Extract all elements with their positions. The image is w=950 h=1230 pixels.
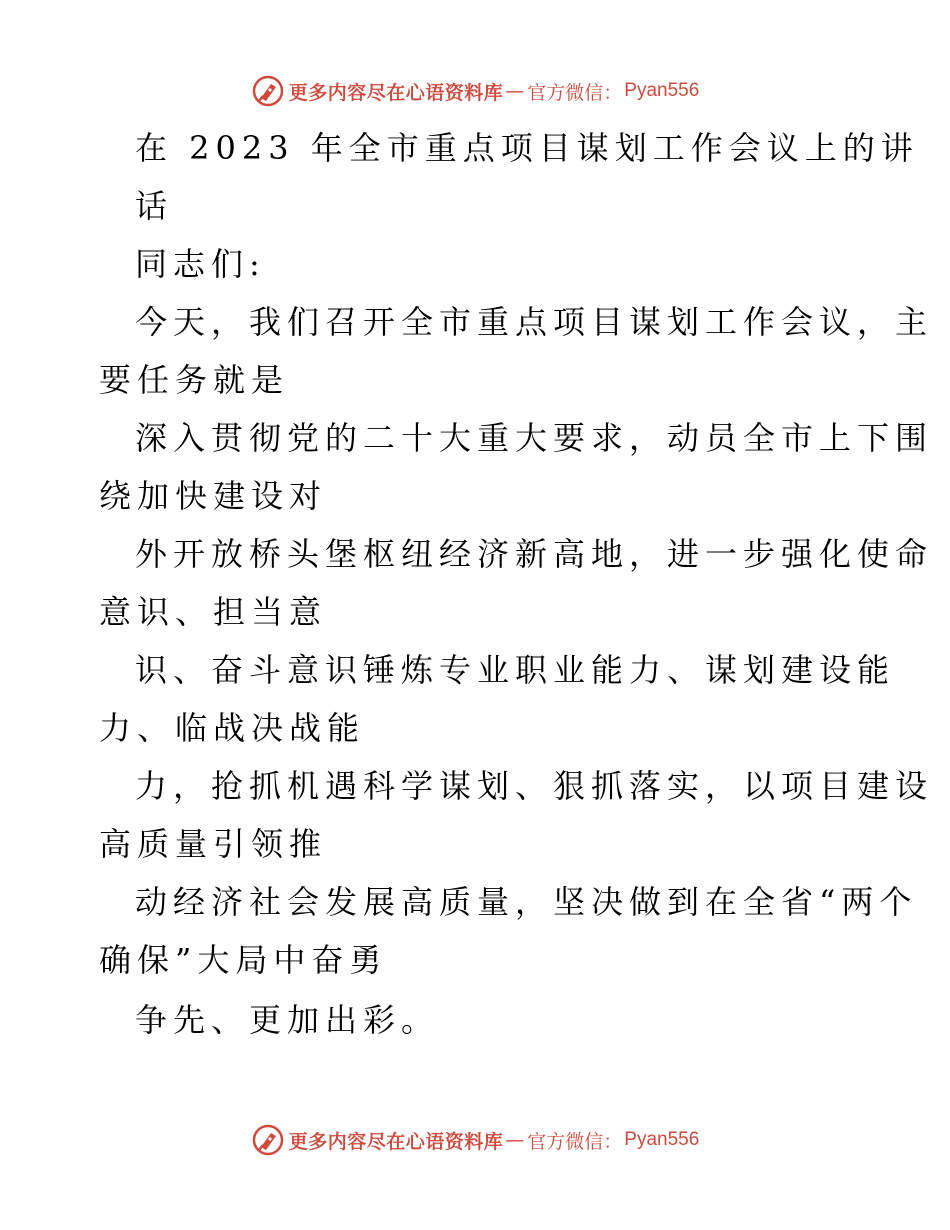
body-line: 高质量引领推 [99,825,328,863]
title-line-2: 话 [135,187,174,225]
banner-wechat-label: 官方微信 [527,81,604,104]
body-line: 深入贯彻党的二十大重大要求，动员全市上下围 [135,419,934,457]
title-line-1: 在 2023 年全市重点项目谋划工作会议上的讲 [135,129,919,167]
body-line: 力，抢抓机遇科学谋划、狠抓落实，以项目建设 [135,767,934,805]
banner-wechat-id: Pyan556 [624,1129,700,1150]
banner-text: 更多内容尽在心语资料库 [288,1130,504,1153]
body-line: 外开放桥头堡枢纽经济新高地，进一步强化使命 [135,535,934,573]
banner-separator: — [505,80,522,102]
banner-text: 更多内容尽在心语资料库 [288,81,504,104]
banner-separator: — [505,1129,522,1151]
body-line: 识、奋斗意识锤炼专业职业能力、谋划建设能 [135,651,896,689]
body-line: 争先、更加出彩。 [135,1001,440,1039]
banner-wechat-id: Pyan556 [624,80,700,101]
banner-colon: ： [603,81,623,104]
body-line: 确保”大局中奋勇 [99,941,388,979]
banner-colon: ： [603,1130,623,1153]
body-line: 动经济社会发展高质量，坚决做到在全省“两个 [135,883,918,921]
body-line: 力、临战决战能 [99,709,366,747]
banner-wechat-label: 官方微信 [527,1130,604,1153]
salutation: 同志们: [135,245,266,283]
pen-nib-icon [251,1123,285,1157]
header-banner [0,71,950,111]
body-line: 意识、担当意 [99,593,328,631]
body-line: 绕加快建设对 [99,477,328,515]
footer-banner [0,1120,950,1160]
body-line: 要任务就是 [99,361,290,399]
pen-nib-icon [251,74,285,108]
body-line: 今天，我们召开全市重点项目谋划工作会议，主 [135,303,934,341]
